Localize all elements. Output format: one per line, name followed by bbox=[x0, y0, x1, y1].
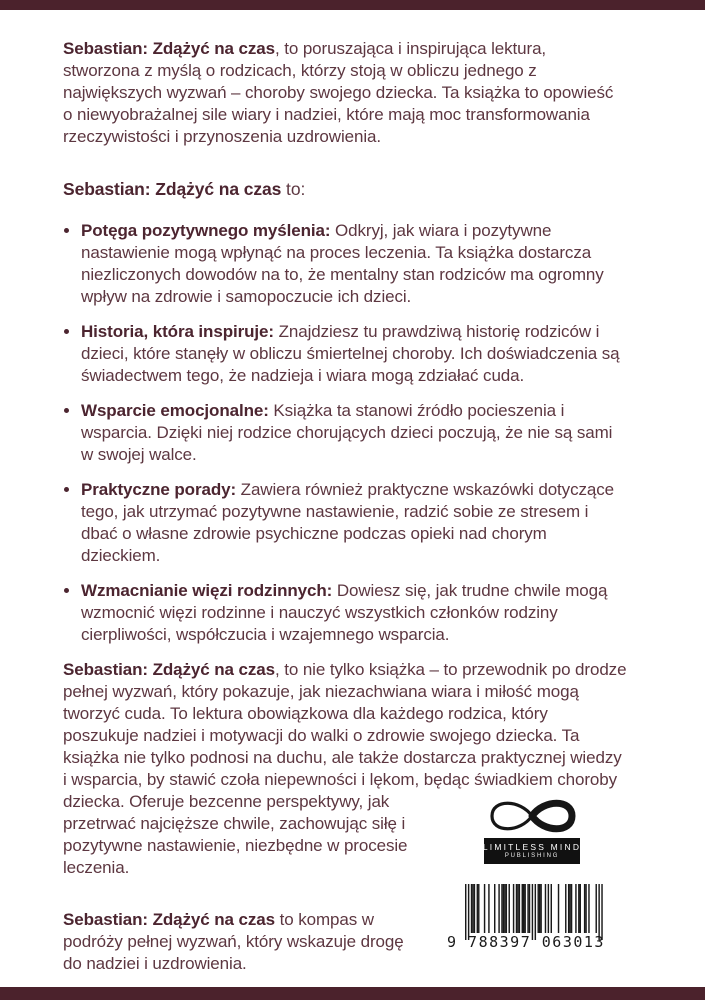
bullet-label: Wzmacnianie więzi rodzinnych: bbox=[81, 581, 333, 600]
publisher-name: LIMITLESS MIND bbox=[482, 842, 582, 852]
bullet-label: Wsparcie emocjonalne: bbox=[81, 401, 269, 420]
bullet-label: Historia, która inspiruje: bbox=[81, 322, 274, 341]
bullet-text: Znajdziesz tu prawdziwą historię rodziców i dzieci, które stanęły w obliczu śmiertelnej choroby. Ich doświadczenia są świadectwem tego, że nadzieja i wiara mogą zdziałać cuda. bbox=[81, 322, 620, 385]
barcode-bars bbox=[447, 884, 603, 940]
bullet-icon bbox=[64, 408, 69, 413]
bullet-text: Książka ta stanowi źródło pocieszenia i wsparcia. Dzięki niej rodzice chorujących dzieci poczują, że nie są sami w swojej walce. bbox=[81, 401, 613, 464]
bullet-text: Dowiesz się, jak trudne chwile mogą wzmocnić więzi rodzinne i nauczyć wszystkich członków rodziny cierpliwości, współczucia i wzajemnego wsparcia. bbox=[81, 581, 608, 644]
heading-text: to: bbox=[281, 179, 306, 199]
heading-title-lead: Sebastian: Zdążyć na czas bbox=[63, 179, 282, 199]
list-item bbox=[63, 479, 627, 567]
infinity-icon bbox=[480, 791, 584, 841]
feature-list bbox=[63, 220, 627, 646]
list-item bbox=[63, 220, 627, 308]
isbn-barcode bbox=[447, 884, 617, 951]
tagline-title-lead: Sebastian: Zdążyć na czas bbox=[63, 910, 275, 929]
list-item bbox=[63, 321, 627, 387]
outro-paragraph bbox=[63, 659, 627, 879]
intro-text: , to poruszająca i inspirująca lektura, stworzona z myślą o rodzicach, którzy stoją w obliczu jednego z największych wyzwań – choroby swojego dziecka. Ta książka to opowieść o niewyobrażalnej sile wiary i nadziei, które mają moc transformowania rzeczywistości i przynoszenia uzdrowienia. bbox=[63, 39, 614, 146]
bullet-icon bbox=[64, 329, 69, 334]
bullet-text: Odkryj, jak wiara i pozytywne nastawienie mogą wpłynąć na proces leczenia. Ta książka dostarcza niezliczonych dowodów na to, że mentalny stan rodziców ma ogromny wpływ na zdrowie i samopoczucie ich dzieci. bbox=[81, 221, 604, 306]
bullet-icon bbox=[64, 487, 69, 492]
bullet-text: Zawiera również praktyczne wskazówki dotyczące tego, jak utrzymać pozytywne nastawienie, radzić sobie ze stresem i dbać o własne zdrowie psychiczne podczas opieki nad chorym dzieckiem. bbox=[81, 480, 614, 565]
intro-paragraph bbox=[63, 38, 627, 148]
tagline-text: to kompas w podróży pełnej wyzwań, który wskazuje drogę do nadziei i uzdrowienia. bbox=[63, 910, 404, 973]
bullet-icon bbox=[64, 588, 69, 593]
section-heading bbox=[63, 178, 627, 200]
bullet-icon bbox=[64, 228, 69, 233]
list-item bbox=[63, 400, 627, 466]
tagline-paragraph bbox=[63, 909, 425, 975]
list-item bbox=[63, 580, 627, 646]
publisher-subtitle: PUBLISHING bbox=[504, 853, 560, 859]
bottom-edge-bar bbox=[0, 987, 705, 1000]
publisher-logo bbox=[437, 791, 627, 887]
publisher-name-box bbox=[484, 838, 580, 864]
top-edge-bar bbox=[0, 0, 705, 10]
outro-title-lead: Sebastian: Zdążyć na czas bbox=[63, 660, 275, 679]
intro-title-lead: Sebastian: Zdążyć na czas bbox=[63, 39, 275, 58]
cover-content bbox=[63, 38, 627, 975]
bullet-label: Potęga pozytywnego myślenia: bbox=[81, 221, 331, 240]
outro-text: , to nie tylko książka – to przewodnik po drodze pełnej wyzwań, który pokazuje, jak niezachwiana wiara i miłość mogą tworzyć cuda. To lektura obowiązkowa dla każdego rodzica, który poszukuje nadziei i motywacji do walki o zdrowie swojego dziecka. Ta książka nie tylko podnosi na duchu, ale także dostarcza praktycznej wiedzy i wsparcia, by stawić czoła niepewności i lękom, będąc świadkiem choroby dziecka. Oferuje bezcenne perspektywy, jak przetrwać najcięższe chwile, zachowując siłę i pozytywne nastawienie, niezbędne w procesie leczenia. bbox=[63, 660, 627, 877]
bullet-label: Praktyczne porady: bbox=[81, 480, 237, 499]
barcode-digits: 9 788397 063013 bbox=[447, 933, 605, 951]
